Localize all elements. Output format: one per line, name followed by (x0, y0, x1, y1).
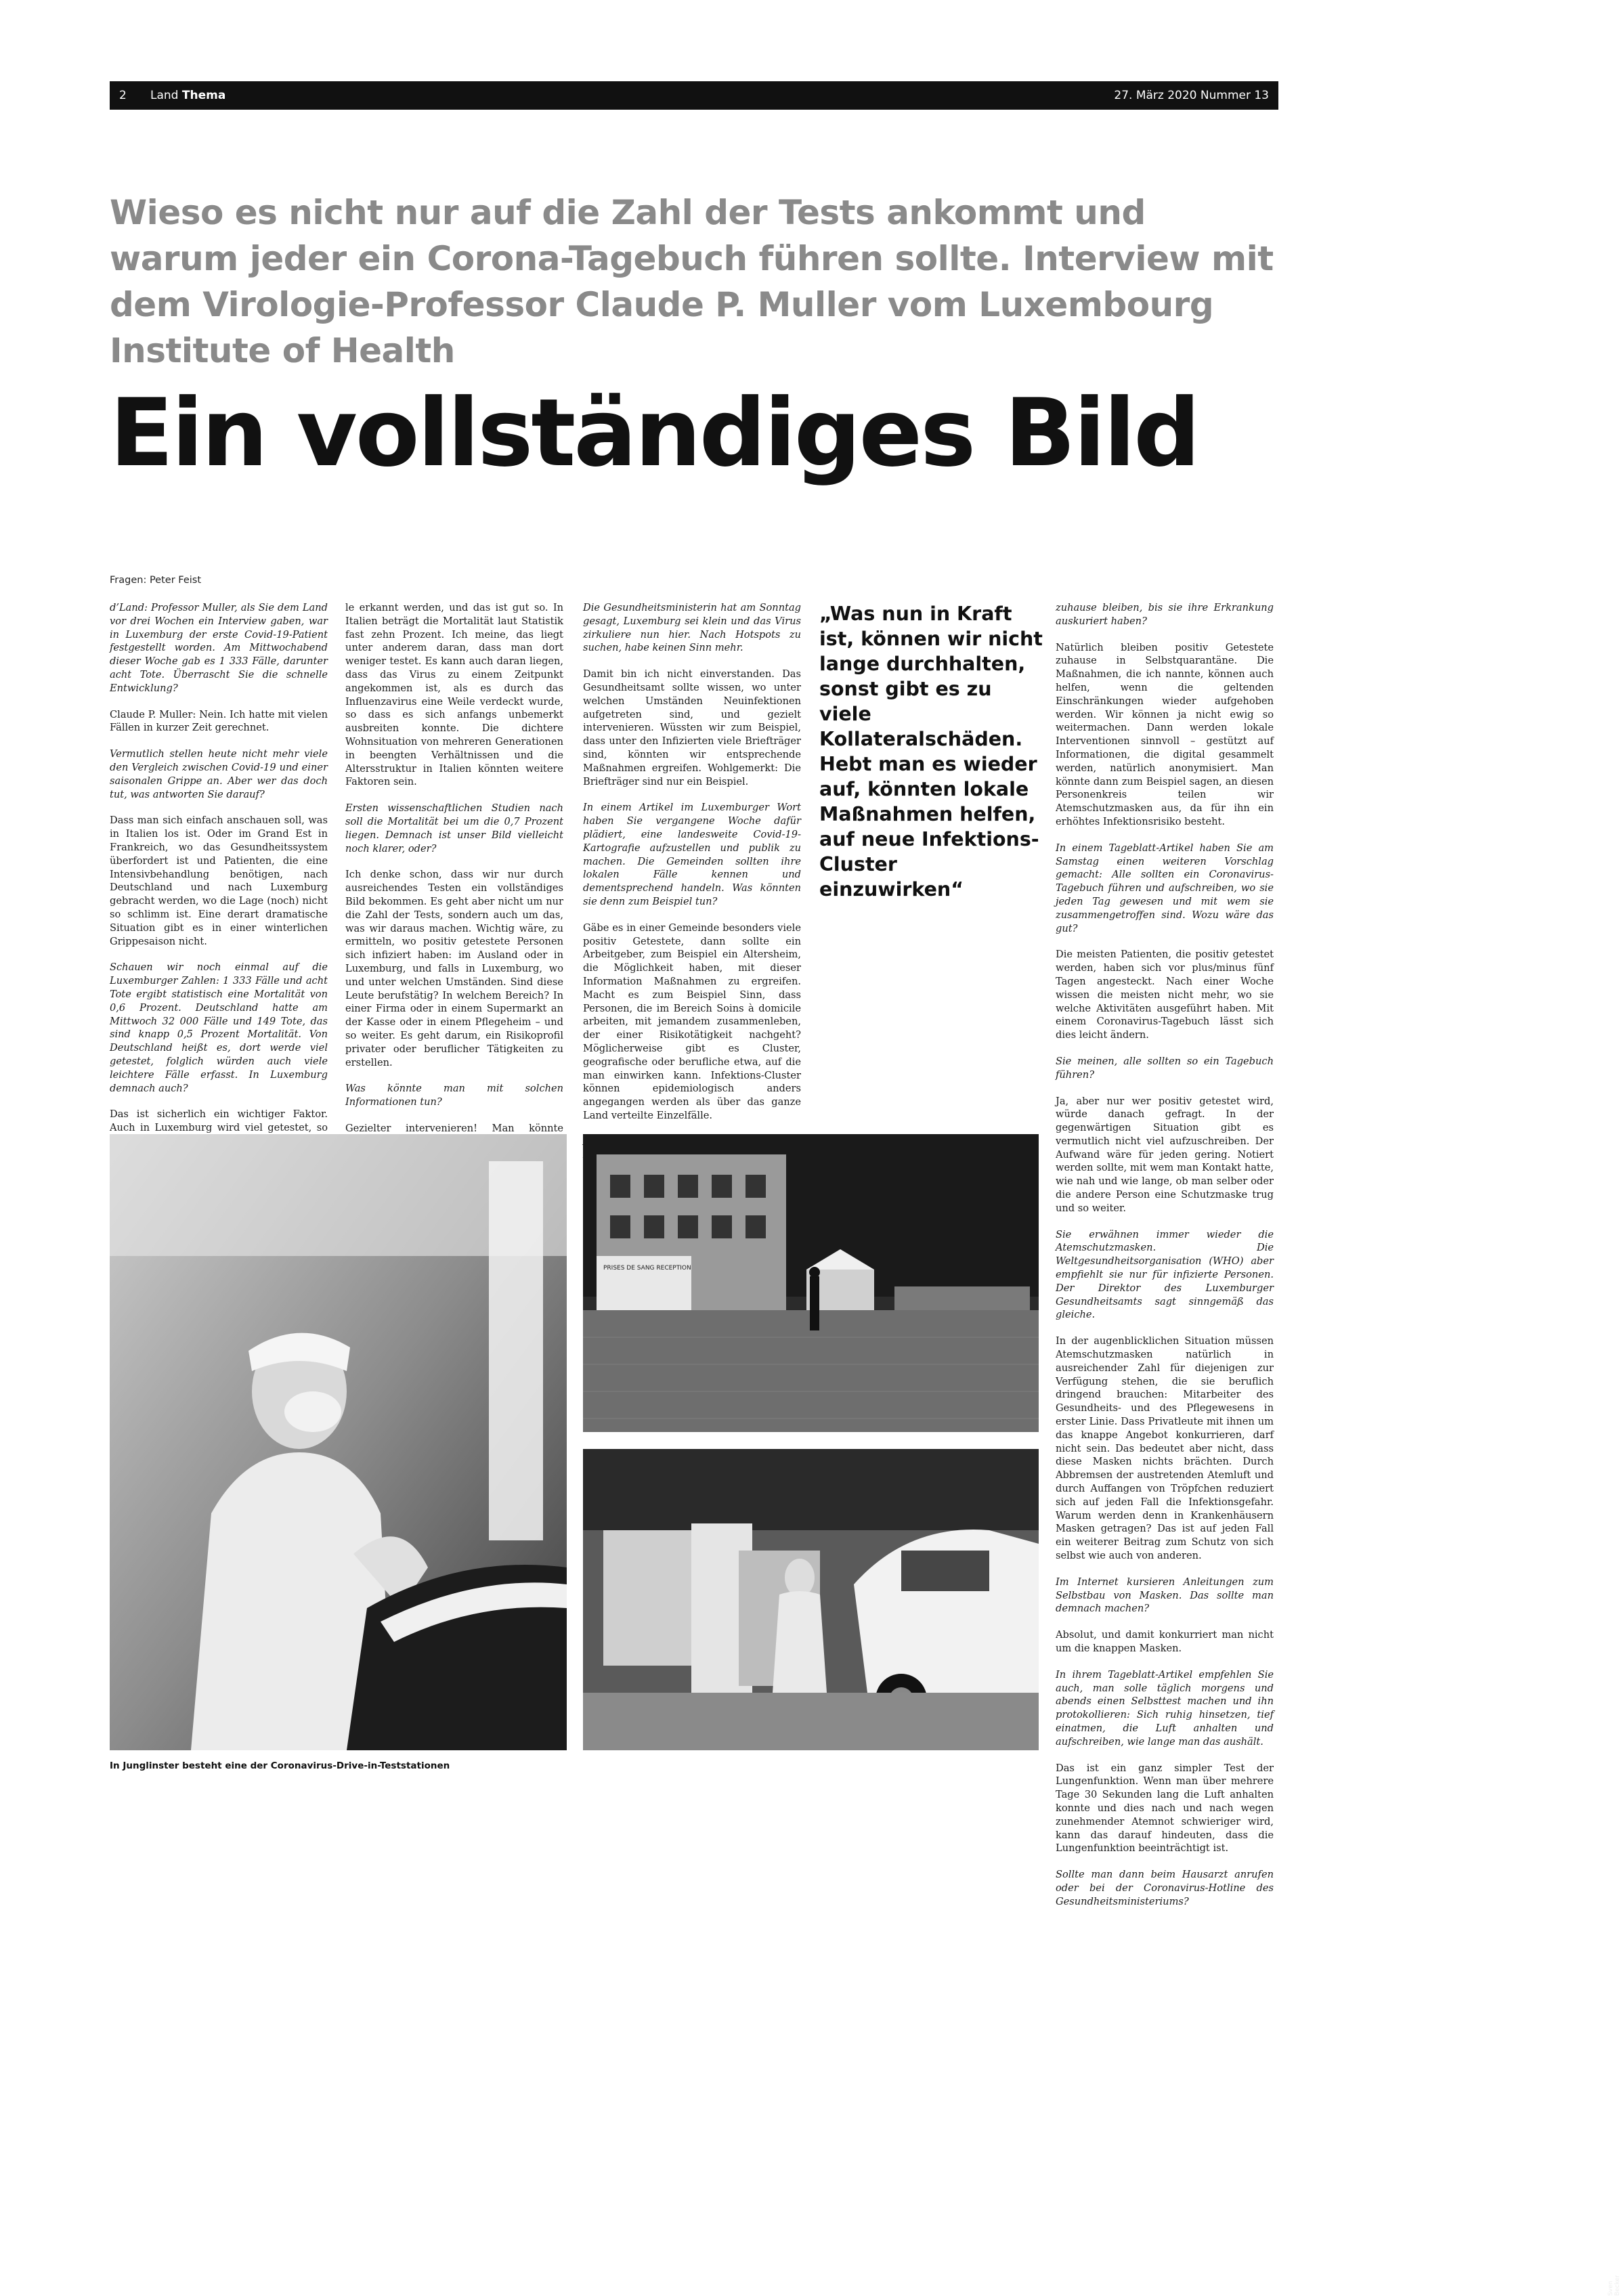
page-header-bar (110, 81, 1278, 110)
question: In ihrem Tageblatt-Artikel empfehlen Sie auch, man solle täglich morgens und abends einen Selbsttest machen und ihn protokollieren: Sich ruhig hinsetzen, tief einatmen, die Luft anhalten und aufschreiben, wie lange man das aushält. (1056, 1668, 1274, 1748)
answer: Das ist sicherlich ein wichtiger Faktor. Auch in Luxemburg wird viel getestet, so (110, 1108, 328, 1134)
article-kicker: Wieso es nicht nur auf die Zahl der Tests ankommt und warum jeder ein Corona-Tagebuch führen sollte. Interview mit dem Virologie-Professor Claude P. Muller vom Luxembourg Institute of Health (110, 193, 1274, 370)
page-number: 2 (119, 89, 127, 102)
question: Ersten wissenschaftlichen Studien nach soll die Mortalität bei um die 0,7 Prozent liegen. Demnach ist unser Bild vielleicht noch klarer, oder? (345, 802, 563, 854)
section-land: Land (150, 89, 179, 102)
answer: Natürlich bleiben positiv Getestete zuhause in Selbstquarantäne. Die Maßnahmen, die ich nannte, können auch helfen, wenn die geltenden Einschränkungen wieder aufgehoben werden. Wir können ja nicht ewig so weitermachen. Dann werden lokale Interventionen sinnvoll – gestützt auf Informationen, die digital gesammelt werden, natürlich anonymisiert. Man könnte dann zum Beispiel sagen, an diesen Personenkreis teilen wir Atemschutzmasken aus, da für ihn ein erhöhtes Infektionsrisiko besteht. (1056, 641, 1274, 827)
photo-health-worker-image (110, 1134, 567, 1750)
answer: le erkannt werden, und das ist gut so. In Italien beträgt die Mortalität laut Statistik fast zehn Prozent. Ich meine, das liegt unter anderem daran, dass man dort weniger testet. Es kann auch daran liegen, dass das Virus zu einem Zeitpunkt angekommen ist, als es durch das Influenzavirus eine Weile verdeckt wurde, so dass es sich anfangs unbemerkt ausbreiten konnte. Die dichtere Wohnsituation von mehreren Generationen in beengten Verhältnissen und die Altersstruktur in Italien könnten weitere Faktoren sein. (345, 602, 563, 788)
question: Sie erwähnen immer wieder die Atemschutzmasken. Die Weltgesundheitsorganisation (WHO) aber empfiehlt sie nur für infizierte Personen. Der Direktor des Luxemburger Gesundheitsamts sagt sinngemäß das gleiche. (1056, 1228, 1274, 1321)
byline: Fragen: Peter Feist (110, 575, 202, 586)
photo-caption: In Junglinster besteht eine der Coronavirus-Drive-in-Teststationen (110, 1760, 450, 1771)
answer: Dass man sich einfach anschauen soll, was in Italien los ist. Oder im Grand Est in Frankreich, wo das Gesundheitssystem überfordert ist und Patienten, die eine Intensivbehandlung benötigen, nach Deutschland und nach Luxemburg gebracht werden, wo die Lage (noch) nicht so schlimm ist. Eine derart dramatische Situation gibt es in einer winterlichen Grippesaison nicht. (110, 815, 328, 947)
question: Schauen wir noch einmal auf die Luxemburger Zahlen: 1 333 Fälle und acht Tote ergibt statistisch eine Mortalität von 0,6 Prozent. Deutschland hatte am Mittwoch 32 000 Fälle und 149 Tote, das sind knapp 0,5 Prozent Mortalität. Von Deutschland heißt es, dort werde viel getestet, folglich würden auch viele leichtere Fälle erfasst. In Luxemburg demnach auch? (110, 961, 328, 1094)
answer: Das ist ein ganz simpler Test der Lungenfunktion. Wenn man über mehrere Tage 30 Sekunden lang die Luft anhalten konnte und dies nach und nach wegen zunehmender Atemnot schwieriger wird, kann das darauf hindeuten, dass die Lungenfunktion beeinträchtigt ist. (1056, 1762, 1274, 1855)
text-column-5 (1056, 601, 1274, 1922)
question: Im Internet kursieren Anleitungen zum Selbstbau von Masken. Das sollte man demnach machen? (1056, 1576, 1274, 1615)
question: Was könnte man mit solchen Informationen tun? (345, 1083, 563, 1108)
photo-health-worker (110, 1134, 567, 1750)
answer: Ja, aber nur wer positiv getestet wird, würde danach gefragt. In der gegenwärtigen Situation gibt es vermutlich nicht viel aufzuschreiben. Der Aufwand wäre für jeden gering. Notiert werden sollte, mit wem man Kontakt hatte, wie nah und wie lange, ob man selber oder die andere Person eine Schutzmaske trug und so weiter. (1056, 1095, 1274, 1214)
photo-test-station-car-image (583, 1449, 1039, 1750)
answer: Die meisten Patienten, die positiv getestet werden, haben sich vor plus/minus fünf Tagen angesteckt. Nach einer Woche wissen die meisten nicht mehr, wo sie welche Aktivitäten ausgeführt haben. Mit einem Coronavirus-Tagebuch lässt sich dies leicht ändern. (1056, 949, 1274, 1041)
question: Sollte man dann beim Hausarzt anrufen oder bei der Coronavirus-Hotline des Gesundheitsministeriums? (1056, 1869, 1274, 1907)
question: d’Land: Professor Muller, als Sie dem Land vor drei Wochen ein Interview gaben, war in Luxemburg der erste Covid-19-Patient festgestellt worden. Am Mittwochabend dieser Woche gab es 1 333 Fälle, darunter acht Tote. Überrascht Sie die schnelle Entwicklung? (110, 602, 328, 694)
question: Vermutlich stellen heute nicht mehr viele den Vergleich zwischen Covid-19 und einer saisonalen Grippe an. Aber wer das doch tut, was antworten Sie darauf? (110, 748, 328, 800)
photo-test-station-exterior-image (583, 1134, 1039, 1432)
question: In einem Artikel im Luxemburger Wort haben Sie vergangene Woche dafür plädiert, eine landesweite Covid-19-Kartografie aufzustellen und publik zu machen. Die Gemeinden sollten ihre lokalen Fälle kennen und dementsprechend handeln. Was könnten sie denn zum Beispiel tun? (583, 802, 801, 907)
issue-date: 27. März 2020 Nummer 13 (1114, 89, 1269, 102)
photo-sign-text: PRISES DE SANG RECEPTION (603, 1265, 691, 1272)
answer: Damit bin ich nicht einverstanden. Das Gesundheitsamt sollte wissen, wo unter welchen Umständen Neuinfektionen aufgetreten sind, und gezielt intervenieren. Wüssten wir zum Beispiel, dass unter den Infizierten viele Briefträger sind, könnten wir entsprechende Maßnahmen ergreifen. Wohlgemerkt: Die Briefträger sind nur ein Beispiel. (583, 668, 801, 787)
answer: Ich denke schon, dass wir nur durch ausreichendes Testen ein vollständiges Bild bekommen. Es geht aber nicht um nur die Zahl der Tests, sondern auch um das, was wir daraus machen. Wichtig wäre, zu ermitteln, wo positiv getestete Personen sich infiziert haben: im Ausland oder in Luxemburg, und falls in Luxemburg, wo und unter welchen Umständen. Sind diese Leute berufstätig? In welchem Bereich? In einer Firma oder in einem Supermarkt an der Kasse oder in einem Pflegeheim – und so weiter. Es geht darum, ein Risikoprofil privater oder beruflicher Tätigkeiten zu erstellen. (345, 869, 563, 1068)
answer: Claude P. Muller: Nein. Ich hatte mit vielen Fällen in kurzer Zeit gerechnet. (110, 708, 328, 734)
text-column-3 (583, 601, 801, 1188)
section-label (150, 89, 225, 102)
pull-quote: „Was nun in Kraft ist, können wir nicht lange durchhalten, sonst gibt es zu viele Kollateralschäden. Hebt man es wieder auf, könnten lokale Maßnahmen helfen, auf neue Infektions-Cluster einzuwirken“ (819, 603, 1043, 901)
answer: Gezielter intervenieren! Man könnte (345, 1122, 563, 1134)
photo-credit: Sven Becker (1607, 2274, 1621, 2296)
question: Die Gesundheitsministerin hat am Sonntag gesagt, Luxemburg sei klein und das Virus zirkuliere nun hier. Nach Hotspots zu suchen, habe keinen Sinn mehr. (583, 602, 801, 654)
photo-test-station-car (583, 1449, 1039, 1750)
question: In einem Tageblatt-Artikel haben Sie am Samstag einen weiteren Vorschlag gemacht: Alle sollten ein Coronavirus-Tagebuch führen und aufschreiben, wo sie jeden Tag gewesen und mit wem sie zusammengetroffen sind. Wozu wäre das gut? (1056, 842, 1274, 934)
article-headline: Ein vollständiges Bild (110, 378, 1198, 488)
answer: In der augenblicklichen Situation müssen Atemschutzmasken natürlich in ausreichender Zahl für diejenigen zur Verfügung stehen, die sie beruflich dringend brauchen: Mitarbeiter des Gesundheits- und des Pflegewesens in erster Linie. Dass Privatleute mit ihnen um das knappe Angebot konkurrieren, darf nicht sein. Das bedeutet aber nicht, dass diese Masken nichts brächten. Durch Abbremsen der austretenden Atemluft und durch Auffangen von Tröpfchen reduziert sich auf jeden Fall die Infektionsgefahr. Warum werden denn in Krankenhäusern Masken getragen? Das ist auf jeden Fall ein weiterer Beitrag zum Schutz von sich selbst wie auch von anderen. (1056, 1335, 1274, 1561)
answer: Absolut, und damit konkurriert man nicht um die knappen Masken. (1056, 1629, 1274, 1654)
answer: Gäbe es in einer Gemeinde besonders viele positiv Getestete, dann sollte ein Arbeitgeber, zum Beispiel ein Altersheim, die Möglichkeit haben, mit dieser Information Maßnahmen zu ergreifen. Macht es zum Beispiel Sinn, dass Personen, die im Bereich Soins à domicile arbeiten, mit jemandem zusammenleben, der einer Risikotätigkeit nachgeht? Möglicherweise gibt es Cluster, geografische oder berufliche etwa, auf die man einwirken kann. Infektions-Cluster können epidemiologisch anders angegangen werden als über das ganze Land verteilte Einzelfälle. (583, 922, 801, 1121)
text-column-1 (110, 601, 328, 1161)
question: zuhause bleiben, bis sie ihre Erkrankung auskuriert haben? (1056, 602, 1274, 627)
text-column-2 (345, 601, 563, 1202)
question: Sie meinen, alle sollten so ein Tagebuch führen? (1056, 1055, 1274, 1081)
section-thema: Thema (181, 89, 226, 102)
